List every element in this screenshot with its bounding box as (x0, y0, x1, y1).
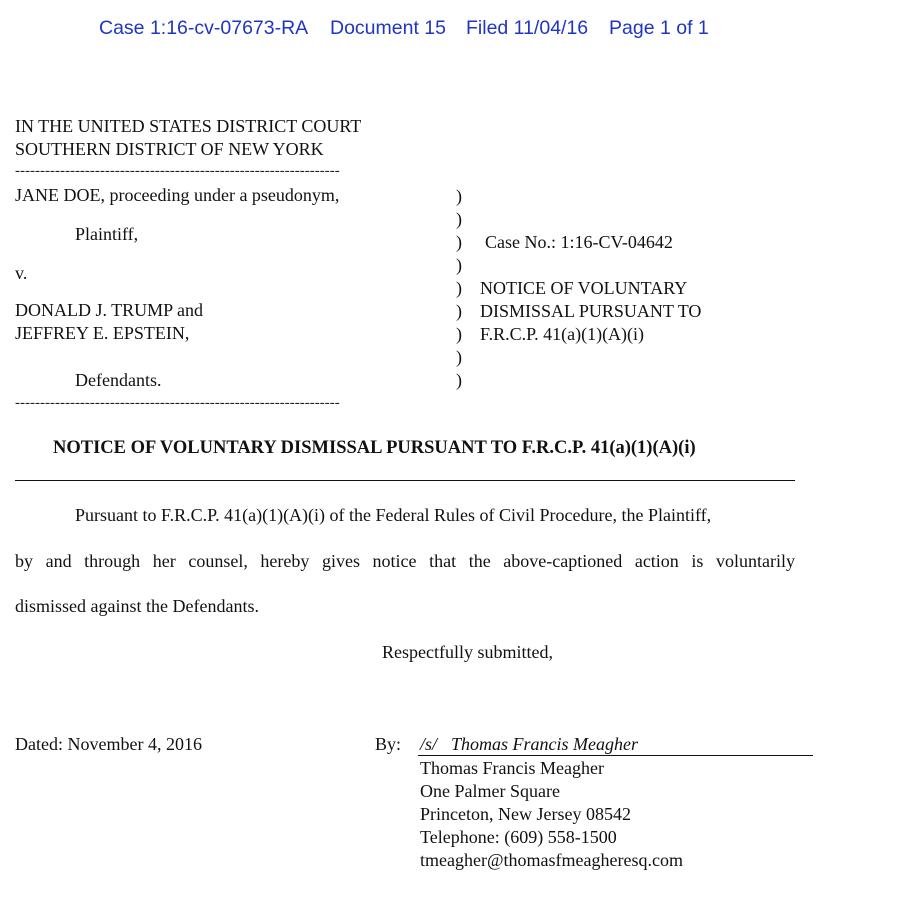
attorney-name: Thomas Francis Meagher (420, 758, 604, 778)
defendant-2: JEFFREY E. EPSTEIN, (15, 323, 190, 343)
slash-s-marker: /s/ (420, 734, 438, 754)
caption-paren: ) (456, 255, 462, 275)
court-district: SOUTHERN DISTRICT OF NEW YORK (15, 139, 324, 159)
notice-caption-line1: NOTICE OF VOLUNTARY (480, 278, 688, 298)
document-number-header: Document 15 (330, 17, 446, 39)
notice-caption-line3: F.R.C.P. 41(a)(1)(A)(i) (480, 324, 645, 344)
document-title: NOTICE OF VOLUNTARY DISMISSAL PURSUANT TO F.R.C.P. 41(a)(1)(A)(i) (53, 438, 696, 458)
body-line-2: by and through her counsel, hereby gives notice that the above-captioned action is voluntarily (15, 551, 795, 571)
case-number: Case No.: 1:16-CV-04642 (485, 232, 673, 252)
caption-paren: ) (456, 370, 462, 390)
caption-paren: ) (456, 209, 462, 229)
by-label: By: (375, 734, 402, 754)
date-line: Dated: November 4, 2016 (15, 734, 202, 754)
body-line-3: dismissed against the Defendants. (15, 596, 259, 616)
defendant-role: Defendants. (75, 370, 162, 390)
caption-dash-top: ----------------------------------------------------------------- (15, 163, 340, 179)
versus: v. (15, 263, 28, 283)
caption-paren: ) (456, 347, 462, 367)
title-underline (15, 480, 795, 481)
plaintiff-name: JANE DOE, proceeding under a pseudonym, (15, 185, 340, 205)
caption-paren: ) (456, 301, 462, 321)
plaintiff-role: Plaintiff, (75, 224, 139, 244)
telephone: Telephone: (609) 558-1500 (420, 827, 617, 847)
electronic-signature: Thomas Francis Meagher (451, 734, 638, 754)
court-name: IN THE UNITED STATES DISTRICT COURT (15, 116, 362, 136)
caption-paren: ) (456, 232, 462, 252)
case-number-header: Case 1:16-cv-07673-RA (99, 17, 309, 39)
signature-line (418, 755, 813, 756)
filed-date-header: Filed 11/04/16 (466, 17, 589, 39)
caption-paren: ) (456, 186, 462, 206)
address-line-1: One Palmer Square (420, 781, 560, 801)
caption-paren: ) (456, 278, 462, 298)
caption-paren: ) (456, 324, 462, 344)
address-line-2: Princeton, New Jersey 08542 (420, 804, 631, 824)
closing: Respectfully submitted, (382, 642, 553, 662)
caption-dash-bottom: ----------------------------------------------------------------- (15, 395, 340, 411)
email: tmeagher@thomasfmeagheresq.com (420, 850, 683, 870)
page-number-header: Page 1 of 1 (609, 17, 709, 39)
body-line-1: Pursuant to F.R.C.P. 41(a)(1)(A)(i) of the Federal Rules of Civil Procedure, the Plaintiff, (75, 505, 712, 525)
defendant-1: DONALD J. TRUMP and (15, 300, 204, 320)
notice-caption-line2: DISMISSAL PURSUANT TO (480, 301, 702, 321)
